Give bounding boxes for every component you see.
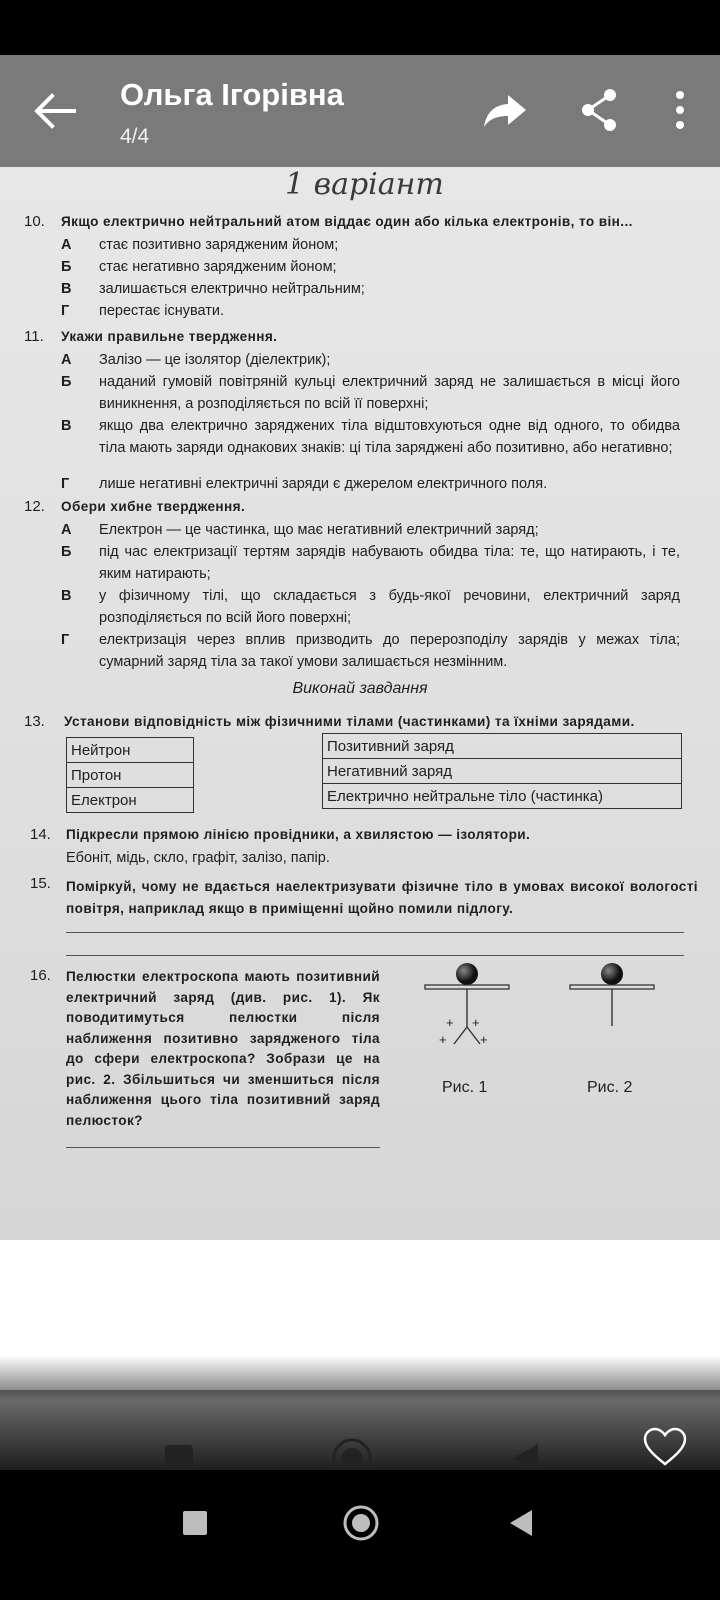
table-cell: Позитивний заряд: [323, 734, 682, 759]
table-cell: Електрично нейтральне тіло (частинка): [323, 784, 682, 809]
question-number: 11.: [24, 328, 44, 345]
table-cell: Протон: [67, 763, 194, 788]
plus-sign: +: [480, 1032, 488, 1047]
table-cell: Нейтрон: [67, 738, 194, 763]
question-text: Укажи правильне твердження.: [61, 329, 278, 344]
share-icon[interactable]: [580, 85, 620, 135]
question-text: Пелюстки електроскопа мають позитивний електричний заряд (див. рис. 1). Як поводитимуться пелюстки після наближення позитивно зарядженого тіла до сфери електроскопа? Зобрази це на рис. 2. Збільшиться чи зменшиться після наближення цього тіла позитивний заряд пелюсток?: [66, 969, 380, 1128]
recents-square-icon[interactable]: [182, 1510, 208, 1536]
question-text: Якщо електрично нейтральний атом віддає один або кілька електронів, то він...: [61, 214, 633, 229]
bodies-table: [66, 737, 194, 813]
figure-caption: Рис. 1: [442, 1079, 488, 1096]
answer-option: Г лише негативні електричні заряди є джерелом електричного поля.: [61, 476, 548, 492]
answer-option: Б стає негативно зарядженим йоном;: [61, 259, 337, 275]
answer-option: А Електрон — це частинка, що має негативний електричний заряд;: [61, 522, 539, 538]
answer-option: Г перестає існувати.: [61, 303, 225, 319]
answer-option: Г електризація через вплив призводить до перерозподілу зарядів у межах тіла; сумарний заряд тіла за такої умови залишається незмінним.: [61, 632, 680, 670]
favorite-heart-icon[interactable]: [643, 1427, 687, 1467]
back-triangle-icon[interactable]: [508, 1509, 534, 1537]
question-text: Установи відповідність між фізичними тілами (частинками) та їхніми зарядами.: [64, 714, 635, 729]
table-cell: Електрон: [67, 788, 194, 813]
answer-line: [66, 1147, 380, 1148]
question-number: 15.: [30, 875, 51, 892]
home-circle-icon[interactable]: [342, 1504, 380, 1542]
app-bar: [0, 55, 720, 167]
answer-line: [66, 932, 684, 933]
answer-option: В у фізичному тілі, що складається з будь-якої речовини, електричний заряд розподіляється по всій його поверхні;: [61, 588, 680, 626]
more-vert-icon[interactable]: [670, 85, 690, 135]
question-number: 10.: [24, 213, 45, 230]
answer-option: А стає позитивно зарядженим йоном;: [61, 237, 339, 253]
page-title: Ольга Ігорівна: [120, 77, 344, 112]
system-nav-bar: [0, 1470, 720, 1600]
question-number: 12.: [24, 498, 45, 515]
answer-option: В якщо два електрично заряджених тіла відштовхуються одне від одного, то обидва тіла мають заряди однакових знаків: ці тіла заряджені або позитивно, або негативно;: [61, 418, 680, 456]
document-page: [0, 167, 720, 1240]
back-arrow-icon[interactable]: [30, 87, 80, 135]
question-text: Поміркуй, чому не вдається наелектризувати фізичне тіло в умовах високої вологості повітря, наприклад якщо в приміщенні щойно помили підлогу.: [66, 879, 698, 916]
forward-icon[interactable]: [480, 85, 530, 135]
plus-sign: +: [446, 1015, 454, 1030]
materials-list: Ебоніт, мідь, скло, графіт, залізо, папір.: [66, 850, 330, 866]
page-counter: 4/4: [120, 125, 150, 148]
section-heading: Виконай завдання: [292, 680, 428, 697]
status-bar: [0, 0, 720, 55]
question-text: Обери хибне твердження.: [61, 499, 246, 514]
charges-table: [322, 733, 682, 809]
answer-option: В залишається електрично нейтральним;: [61, 281, 365, 297]
table-cell: Негативний заряд: [323, 759, 682, 784]
question-number: 14.: [30, 826, 51, 843]
handwritten-variant: 1 варіант: [285, 167, 444, 202]
answer-option: Б наданий гумовій повітряній кульці електричний заряд не залишається в місці його виникнення, а розподіляється по всій її поверхні;: [61, 374, 680, 412]
answer-option: А Залізо — це ізолятор (діелектрик);: [61, 352, 331, 368]
bottom-toolbar: [0, 1355, 720, 1470]
question-number: 13.: [24, 713, 45, 730]
plus-sign: +: [439, 1032, 447, 1047]
plus-sign: +: [472, 1015, 480, 1030]
figure-caption: Рис. 2: [587, 1079, 633, 1096]
electroscope-fig1: [420, 952, 520, 1062]
electroscope-fig2: [567, 952, 667, 1042]
question-text: Підкресли прямою лінією провідники, а хвилястою — ізолятори.: [66, 827, 531, 842]
answer-option: Б під час електризації тертям зарядів набувають обидва тіла: те, що натирають, і те, яким натирають;: [61, 544, 680, 582]
question-number: 16.: [30, 967, 51, 984]
